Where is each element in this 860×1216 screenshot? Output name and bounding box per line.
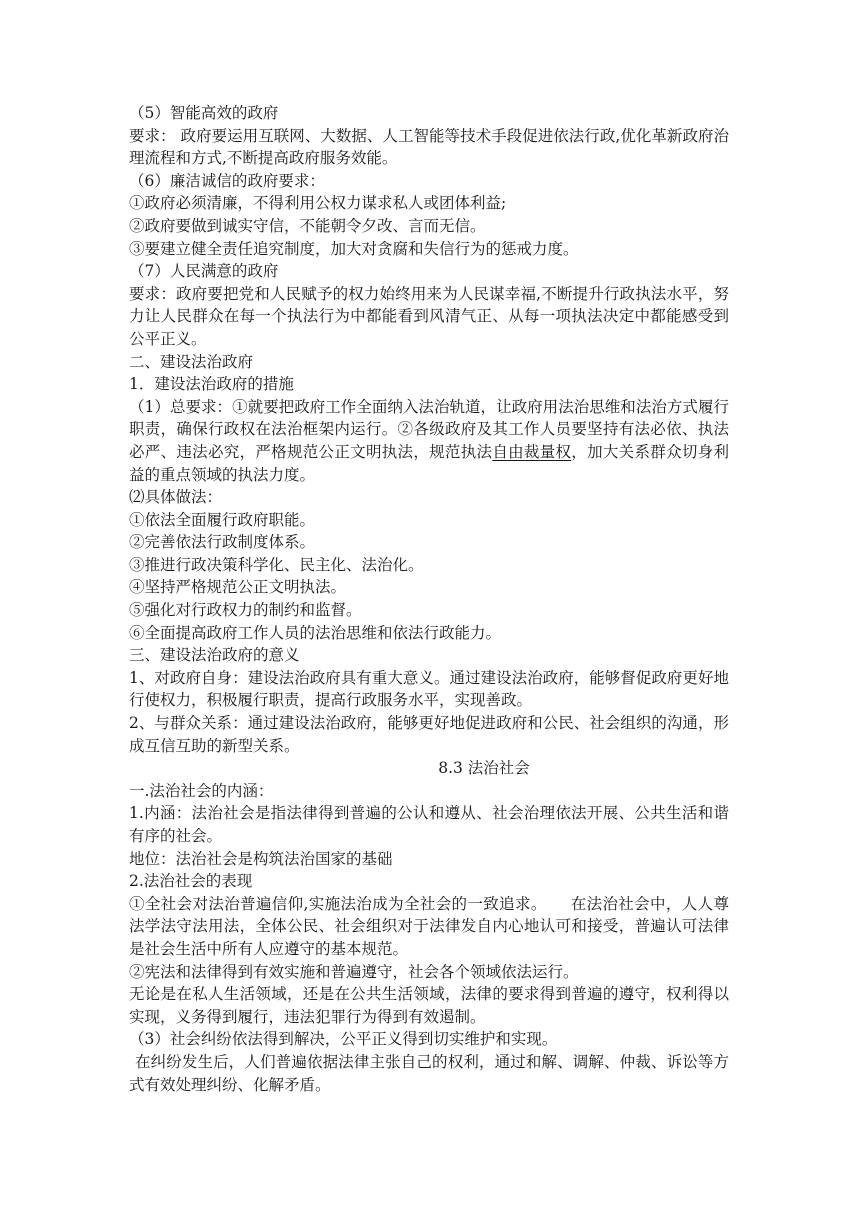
paragraph-general-requirements	[129, 396, 729, 486]
paragraph-manifestation-3: （3）社会纠纷依法得到解决，公平正义得到切实维护和实现。	[129, 1030, 558, 1049]
paragraph-significance-government: 1、对政府自身：建设法治政府具有重大意义。通过建设法治政府，能够督促政府更好地行使权力，积极履行职责，提高行政服务水平，实现善政。	[129, 668, 729, 710]
general-requirements-tail: ，加大关系群众切身利益的重点领域的执法力度。	[129, 442, 729, 484]
document-body	[129, 102, 729, 1096]
list-item-clean-2: ②政府要做到诚实守信，不能朝令夕改、言而无信。	[129, 216, 486, 235]
list-item-clean-1: ①政府必须清廉，不得利用公权力谋求私人或团体利益;	[129, 194, 507, 213]
list-item-method-5: ⑤强化对行政权力的制约和监督。	[129, 601, 362, 620]
subheading-manifestations: 2.法治社会的表现	[129, 872, 253, 891]
paragraph-manifestation-2: ②宪法和法律得到有效实施和普遍遵守，社会各个领域依法运行。	[129, 962, 579, 981]
heading-build-rule-of-law-government: 二、建设法治政府	[129, 352, 254, 371]
paragraph-significance-public: 2、与群众关系：通过建设法治政府，能够更好地促进政府和公民、社会组织的沟通，形成互信互助的新型关系。	[129, 714, 729, 755]
list-item-method-6: ⑥全面提高政府工作人员的法治思维和依法行政能力。	[129, 623, 502, 642]
list-item-method-3: ③推进行政决策科学化、民主化、法治化。	[129, 555, 424, 574]
chapter-title: 8.3 法治社会	[438, 759, 530, 778]
paragraph-connotation: 1.内涵：法治社会是指法律得到普遍的公认和遵从、社会治理依法开展、公共生活和谐有序的社会。	[129, 804, 729, 845]
paragraph-smart-requirements: 要求： 政府要运用互联网、大数据、人工智能等技术手段促进依法行政,优化革新政府治理流程和方式,不断提高政府服务效能。	[129, 126, 729, 168]
subheading-measures: 1．建设法治政府的措施	[129, 375, 294, 394]
paragraph-manifestation-1: ①全社会对法治普遍信仰,实施法治成为全社会的一致追求。 在法治社会中，人人尊法学法守法用法，全体公民、社会组织对于法律发自内心地认可和接受，普遍认可法律是社会生活中所有人应遵守的基本规范。	[129, 894, 729, 958]
subheading-specific-methods: ⑵具体做法：	[129, 488, 223, 507]
list-item-method-1: ①依法全面履行政府职能。	[129, 510, 316, 529]
list-item-clean-3: ③要建立健全责任追究制度，加大对贪腐和失信行为的惩戒力度。	[129, 239, 579, 258]
paragraph-satisfied-requirements: 要求：政府要把党和人民赋予的权力始终用来为人民谋幸福,不断提升行政执法水平，努力让人民群众在每一个执法行为中都能看到风清气正、从每一项执法决定中都能感受到公平正义。	[129, 284, 729, 348]
heading-significance: 三、建设法治政府的意义	[129, 646, 300, 665]
section-heading-smart-government: （5）智能高效的政府	[129, 104, 279, 122]
general-requirements-text: （1）总要求：①就要把政府工作全面纳入法治轨道，让政府用法治思维和法治方式履行职责，确保行政权在法治框架内运行。②各级政府及其工作人员要坚持有法必依、执法必严、违法必究，严格规范公正文明执法，规范执法	[129, 397, 729, 461]
underlined-term: 自由裁量权	[492, 442, 572, 461]
heading-connotation: 一.法治社会的内涵：	[129, 781, 274, 800]
list-item-method-2: ②完善依法行政制度体系。	[129, 533, 316, 552]
section-heading-satisfied-government: （7）人民满意的政府	[129, 262, 279, 281]
paragraph-manifestation-3-detail: 在纠纷发生后，人们普遍依据法律主张自己的权利，通过和解、调解、仲裁、诉讼等方式有效处理纠纷、化解矛盾。	[129, 1052, 729, 1094]
list-item-method-4: ④坚持严格规范公正文明执法。	[129, 578, 347, 597]
section-heading-clean-government: （6）廉洁诚信的政府要求：	[129, 171, 325, 190]
paragraph-status: 地位：法治社会是构筑法治国家的基础	[129, 849, 393, 868]
paragraph-manifestation-2-detail: 无论是在私人生活领域，还是在公共生活领域，法律的要求得到普遍的遵守，权利得以实现，义务得到履行，违法犯罪行为得到有效遏制。	[129, 985, 729, 1026]
